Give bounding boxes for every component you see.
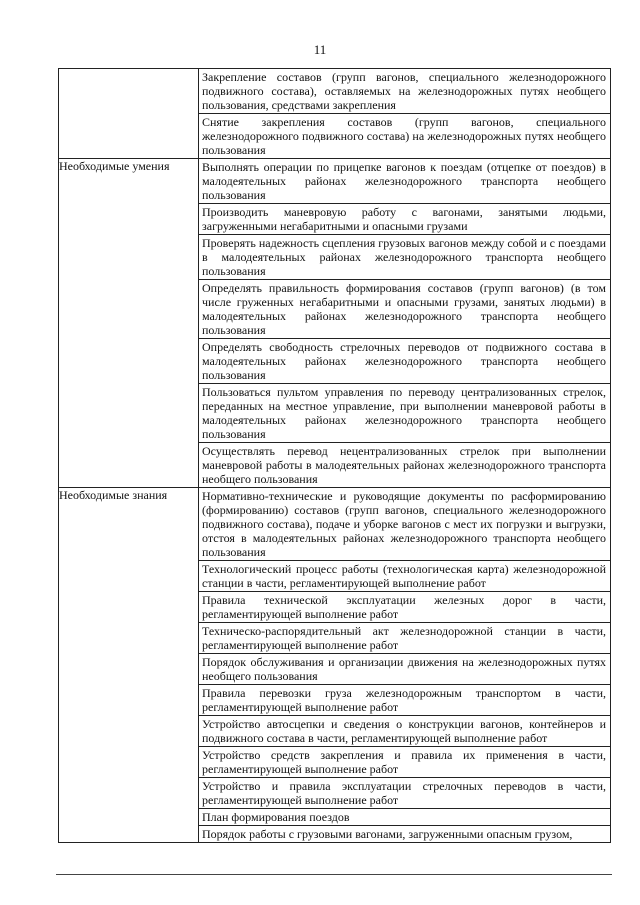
requirements-table (58, 68, 611, 843)
list-item: Проверять надежность сцепления грузовых вагонов между собой и с поездами в малодеятельных районах железнодорожного транспорта необщего пользования (199, 234, 610, 279)
table-row (59, 159, 611, 488)
list-item: Правила перевозки груза железнодорожным транспортом в части, регламентирующей выполнение работ (199, 684, 610, 715)
table-row (59, 69, 611, 159)
list-item: Порядок работы с грузовыми вагонами, загруженными опасным грузом, (199, 825, 610, 842)
list-item: Устройство автосцепки и сведения о конструкции вагонов, контейнеров и подвижного состава в части, регламентирующей выполнение работ (199, 715, 610, 746)
row-label: Необходимые знания (59, 488, 168, 502)
row-items-cell (199, 159, 611, 488)
row-items-cell (199, 69, 611, 159)
list-item: Снятие закрепления составов (групп вагонов, специального железнодорожного подвижного состава) на железнодорожных путях необщего пользования (199, 113, 610, 158)
list-item: Выполнять операции по прицепке вагонов к поездам (отцепке от поездов) в малодеятельных районах железнодорожного транспорта необщего пользования (202, 160, 606, 202)
list-item: Техническо-распорядительный акт железнодорожной станции в части, регламентирующей выполнение работ (199, 622, 610, 653)
list-item: Устройство и правила эксплуатации стрелочных переводов в части, регламентирующей выполнение работ (199, 777, 610, 808)
row-label-cell (59, 69, 199, 159)
list-item: Нормативно-технические и руководящие документы по расформированию (формированию) составов (групп вагонов, специального железнодорожного подвижного состава), подаче и уборке вагонов с мест их погрузки и выгрузки, отстоя в малодеятельных районах железнодорожного транспорта необщего пользования (202, 489, 606, 559)
list-item: Порядок обслуживания и организации движения на железнодорожных путях необщего пользования (199, 653, 610, 684)
row-label: Необходимые умения (59, 159, 170, 173)
list-item: Производить маневровую работу с вагонами, занятыми людьми, загруженными негабаритными и опасными грузами (199, 203, 610, 234)
list-item: План формирования поездов (199, 808, 610, 825)
list-item: Технологический процесс работы (технологическая карта) железнодорожной станции в части, регламентирующей выполнение работ (199, 560, 610, 591)
list-item: Закрепление составов (групп вагонов, специального железнодорожного подвижного состава), оставляемых на железнодорожных путях необщего пользования, средствами закрепления (202, 70, 606, 112)
list-item: Определять свободность стрелочных переводов от подвижного состава в малодеятельных районах железнодорожного транспорта необщего пользования (199, 338, 610, 383)
table-row (59, 488, 611, 843)
list-item: Пользоваться пультом управления по переводу централизованных стрелок, переданных на местное управление, при выполнении маневровой работы в малодеятельных районах железнодорожного транспорта необщего пользования (199, 383, 610, 442)
page-number: 11 (313, 42, 327, 57)
list-item: Осуществлять перевод нецентрализованных стрелок при выполнении маневровой работы в малодеятельных районах железнодорожного транспорта необщего пользования (199, 442, 610, 487)
page-bottom-rule (56, 874, 612, 875)
row-items-cell (199, 488, 611, 843)
list-item: Устройство средств закрепления и правила их применения в части, регламентирующей выполнение работ (199, 746, 610, 777)
list-item: Правила технической эксплуатации железных дорог в части, регламентирующей выполнение работ (199, 591, 610, 622)
row-label-cell (59, 488, 199, 843)
row-label-cell (59, 159, 199, 488)
list-item: Определять правильность формирования составов (групп вагонов) (в том числе груженных негабаритными и опасными грузами, занятых людьми) в малодеятельных районах железнодорожного транспорта необщего пользования (199, 279, 610, 338)
